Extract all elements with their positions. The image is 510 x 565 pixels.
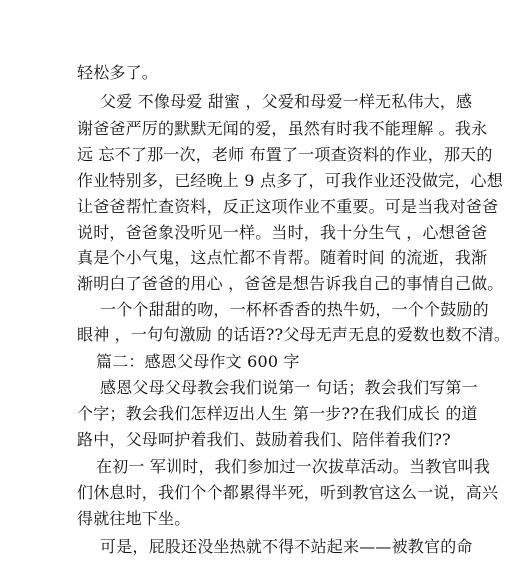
text-line: 可是，屁股还没坐热就不得不站起来——被教官的命 [100,537,473,556]
text-line: 感恩父母父母教会我们说第一 句话；教会我们写第一 [100,378,478,397]
text-line: 得就往地下坐。 [77,509,191,528]
text-line: 说时，爸爸象没听见一样。当时，我十分生气 ，心想爸爸 [77,223,488,242]
section-heading: 篇二：感恩父母作文 600 字 [96,352,300,371]
text-line: 一个个甜甜的吻，一杯杯香香的热牛奶，一个个鼓励的 [100,300,489,319]
text-line: 轻松多了。 [77,63,159,82]
text-line: 个字；教会我们怎样迈出人生 第一步??在我们成长 的道 [77,404,478,423]
text-line: 们休息时，我们个个都累得半死，听到教官这么一说，高兴 [77,483,499,502]
text-line: 谢爸爸严厉的默默无闻的爱，虽然有时我不能理解 。我永 [77,119,488,138]
text-line: 让爸爸帮忙查资料，反正这项作业不重要。可是当我对爸爸 [77,197,499,216]
text-line: 作业特别多，已经晚上 9 点多了，可我作业还没做完，心想 [77,171,503,190]
text-line: 在初一 军训时，我们参加过一次拔草活动。当教官叫我 [96,457,491,476]
text-line: 渐明白了爸爸的用心 ，爸爸是想告诉我自己的事情自己做。 [77,274,504,293]
text-line: 眼神 ，一句句激励 的话语??父母无声无息的爱数也数不清。 [77,325,510,344]
text-line: 远 忘不了那一次，老师 布置了一项查资料的作业，那天的 [77,145,493,164]
text-line: 真是个小气鬼，这点忙都不肯帮。随着时间 的流逝，我渐 [77,248,488,267]
text-line: 父爱 不像母爱 甜蜜 ，父爱和母爱一样无私伟大，感 [100,92,473,111]
text-line: 路中，父母呵护着我们、鼓励着我们、陪伴着我们?? [77,430,451,449]
